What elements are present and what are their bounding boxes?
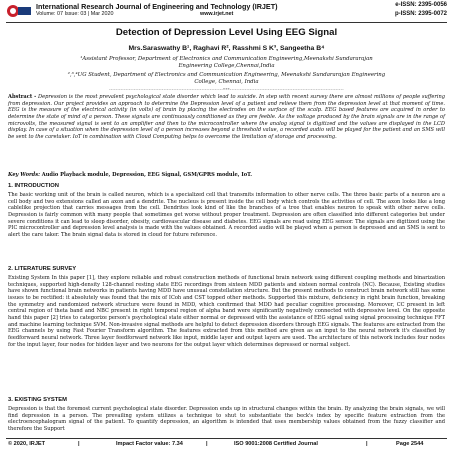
volume-line: Volume: 07 Issue: 03 | Mar 2020 (36, 11, 114, 17)
footer-separator-3: | (366, 441, 368, 447)
footer-impact-factor: Impact Factor value: 7.34 (116, 441, 183, 447)
footer-page-number: Page 2544 (396, 441, 424, 447)
header-rule (6, 22, 447, 23)
section-2-text: Existing System In this paper [1], they explore reliable and robust construction methods of functional brain network using different coupling methods and binarization techniques, supported high-density 128-channel resting state EEG recordings from sixteen MDD patients and sixteen normal controls (NC). Because, Existing studies have shown functional brain networks in patients having MDD have unusual constellation structure. But the present methods to construct brain network still has some issues to be rectified: it absolutely was found that the mix of ICoh and CST topped other methods. Supported this mixture, deficiency in right brain function, breaking the symmetry and randomized network structure were found in MDD, which confirmed that MDD had peculiar cognitive processing. Moreover, CC present in left central region of theta band and NBC present in right temporal region of alpha band were significantly negatively connected with depressive level. On the opposite hand this paper [2] tries to categorize person's psychological state either normal or depressed with the assistance of EEG signal using signal processing technique FFT and machine learning technique SVM. Non-invasive signal methods are helpful to detect depression disorders through EEG signals. The features are extracted from the EEG channels by using Fast Fourier Transform algorithm. The features extracted from this method are given as an input to the neural network it's classified by feedforward neural network. Three layer feedforward network like input, middle layer and output layers are used. The architecture of this network includes four nodes for the input layer, four nodes for hidden layer and two neurons for the output layer which determines depressed or normal subject. (8, 275, 445, 348)
keywords-label: Key Words: (8, 172, 40, 178)
abstract-text: Depression is the most prevalent psychological state disorder which lead to suicide. In step with recent survey there are almost millions of people suffering from depression. Our project provides an approach to determine the Depression level of a patient and relieve them from the depression level at that moment of time. EEG is the measure of the electrical activity (in volts) of brain by placing the electrodes on the surface of the scalp. EEG based features are acquired in order to determine the state of mind of a person. These signals are continuously conditioned as they are feeble. As the voltage produced by the brain signals are in the range of microvolts, the measured signal is sent to an amplifier and then to the microcontroller where the analog signal is digitized and the values are displayed in the LCD display. In case of a situation when the depression level of a person increases beyond a threshold value, a recorded audio will be played for the patient and an SMS will be sent to the caretaker. IoT in combination with Cloud Computing helps to overcome the limitation of storage and processing. (8, 94, 446, 140)
section-2-heading: 2. LITERATURE SURVEY (8, 266, 77, 272)
paper-authors: Mrs.Saraswathy B¹, Raghavi R², Rasshmi S K³, Sangeetha B⁴ (128, 45, 325, 52)
journal-header (0, 0, 453, 22)
footer-separator-2: | (206, 441, 208, 447)
section-3-heading: 3. EXISTING SYSTEM (8, 397, 67, 403)
section-1-heading: 1. INTRODUCTION (8, 183, 59, 189)
abstract-label: Abstract - (8, 94, 37, 100)
footer-rule (6, 438, 447, 439)
journal-website-link[interactable]: www.irjet.net (200, 11, 234, 17)
section-3-text: Depression is that the foremost current psychological state disorder. Depression ends up in structural changes within the brain. By analyzing the brain signals, we will find depression in a person. The prevailing system utilizes a technique to shut to substantiate the beck's index by specific feature extraction from the electroencephalogram signal of the patient. To quantify depression, an algorithm is intended that uses membership values obtained from the fuzzy classifier and therefore the Support (8, 406, 445, 432)
footer-separator-1: | (78, 441, 80, 447)
abstract-paragraph (8, 94, 445, 141)
keywords-text: Audio Playback module, Depression, EEG Signal, GSM/GPRS module, IoT. (40, 172, 253, 178)
footer-copyright: © 2020, IRJET (8, 441, 46, 447)
footer-iso: ISO 9001:2008 Certified Journal (234, 441, 318, 447)
affiliation-2-line-2: College, Chennai, India (194, 79, 259, 85)
page-footer (6, 441, 447, 451)
paper-title: Detection of Depression Level Using EEG Signal (115, 27, 338, 38)
e-issn: e-ISSN: 2395-0056 (395, 2, 447, 8)
affiliation-1-line-2: Engineering College,Chennai,India (178, 63, 275, 69)
affiliation-1-line-1: ¹Assistant Professor, Department of Electronics and Communication Engineering,Meenakshi Sundararajan (80, 56, 373, 62)
p-issn: p-ISSN: 2395-0072 (394, 11, 447, 17)
journal-logo (6, 2, 32, 20)
journal-title: International Research Journal of Engineering and Technology (IRJET) (36, 2, 278, 11)
separator-line: ---------------------------------------------------------------------***--------------------------------------------------------------------- (109, 87, 344, 92)
affiliation-2-line-1: ²,³,⁴UG Student, Department of Electronics and Communication Engineering, Meenakshi Sundararajan Engineering (67, 72, 386, 78)
keywords-paragraph (8, 172, 445, 179)
section-1-text: The basic working unit of the brain is called neuron, which is a specialized cell that transmits information to other nerve cells. The three basic parts of a neuron are a cell body and two extensions called an axon and a dendrite. The nucleus is present inside the cell body which controls the activities of cell. The axon looks like a long cablelike projection that carries messages from the cell. Dendrites look kind of like the branches of a tree that enables neuron to speak with other nerve cells. Depression is fairly common with many people that sometimes get worse without proper treatment. Depression are often classified into different categories but under severe conditions it can lead to sleep disorder, obesity, cardiovascular disease and diabetes. EEG signals are read using EEG sensor. The signals are digitized using the PIC microcontroller and depression level analysis is made with the values obtained. A recorded audio will be played when a person is depressed and an SMS is sent to alert the care taker. The brain signal data is stored in cloud for future reference. (8, 192, 445, 238)
